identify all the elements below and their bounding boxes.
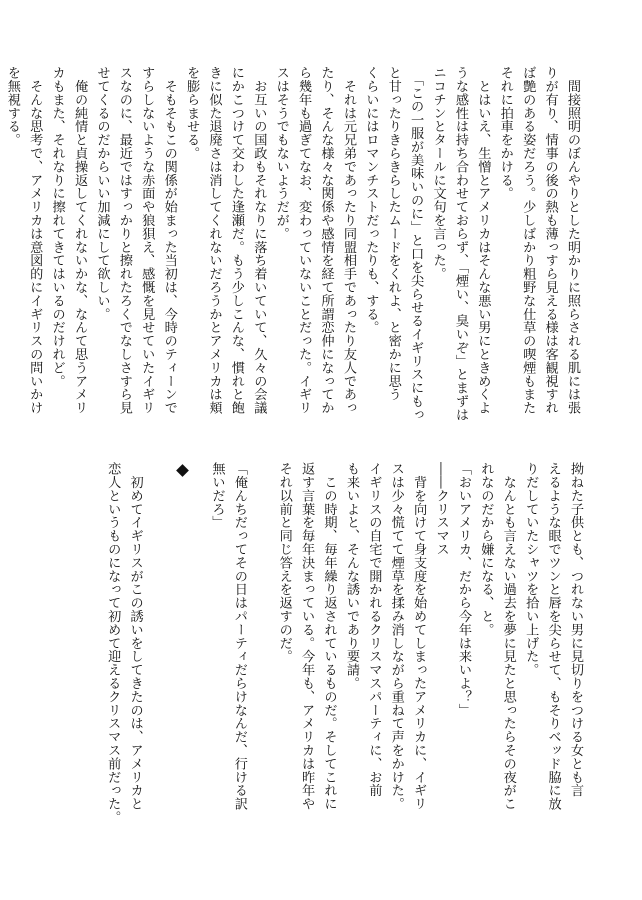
text-line: イギリスの自宅で開かれるクリスマスパーティに、お前: [366, 462, 382, 797]
text-line: 背を向けて身支度を始めてしまったアメリカに、イギリ: [411, 462, 427, 811]
text-line: ニコチンとタールに文句を言った。: [430, 66, 446, 281]
text-line: りだしていたシャツを拾い上げた。: [523, 462, 539, 677]
text-line: ――クリスマス: [433, 462, 449, 556]
text-line: スなのに、最近ではすっかりと擦れたろくでなしさすら見: [116, 66, 132, 415]
text-line: この時期、毎年繰り返されているものだ。そしてこれに: [321, 462, 337, 811]
text-line: 「俺んちだってその日はパーティだらけなんだ、行ける訳: [231, 462, 247, 811]
text-line: くらいにはロマンチストだったりも、する。: [363, 66, 379, 334]
text-line: とはいえ、生憎とアメリカはそんな悪い男にときめくよ: [475, 66, 491, 415]
text-line: [250, 462, 272, 845]
text-line: えるような眼でツンと唇を尖らせて、もそりベッド脇に放: [545, 462, 561, 811]
text-line: 初めてイギリスがこの誘いをしてきたのは、アメリカと: [127, 462, 143, 811]
text-line: 拗ねた子供とも、つれない男に見切りをつける女とも言: [568, 462, 583, 797]
lower-left-text-block: [58, 462, 168, 845]
lower-right-text-block: [209, 462, 586, 845]
text-line: なんとも言えない過去を夢に見たと思ったらその夜がこ: [500, 462, 516, 811]
text-line: を膨らませる。: [184, 66, 200, 160]
text-line: も来いよと、そんな誘いであり要請。: [343, 462, 359, 690]
text-line: [146, 462, 168, 845]
text-line: せてくるのだからいい加減にして欲しい。: [94, 66, 110, 321]
text-line: そんな思考で、アメリカは意図的にイギリスの問いかけ: [27, 66, 43, 415]
text-line: それ以前と同じ答えを返すのだ。: [276, 462, 292, 663]
text-line: たり、そんな様々な関係や感情を経て所謂恋仲になってか: [318, 66, 334, 415]
text-line: そもそもこの関係が始まった当初は、今時のティーンで: [161, 66, 177, 415]
text-line: 「おいアメリカ、だから今年は来いよ？」: [455, 462, 471, 717]
text-line: お互いの国政もそれなりに落ち着いていて、久々の会議: [251, 66, 267, 415]
text-line: それは元兄弟であったり同盟相手であったり友人であっ: [340, 66, 356, 415]
text-line: 「この一服が美味いのに」と口を尖らせるイギリスにもっ: [408, 66, 424, 422]
text-line: 返す言葉を毎年決まっている。今年も、アメリカは昨年や: [299, 462, 315, 811]
diamond-icon: [176, 464, 189, 477]
text-line: りが有り、情事の後の熱も薄っすら見える様は客観視すれ: [542, 66, 558, 415]
text-line: と甘ったりきらきらしたムードをくれよ、と密かに思う: [385, 66, 401, 401]
text-line: 恋人というものになって初めて迎えるクリスマス前だった。: [105, 462, 121, 824]
text-line: それに拍車をかける。: [497, 66, 513, 200]
text-line: うな感性は持ち合わせておらず、「煙い、臭いぞ」とまずは: [452, 66, 468, 422]
text-line: 俺の純情と貞操返してくれないかな、なんて思うアメリ: [72, 66, 88, 415]
text-line: れなのだから嫌になる、と。: [478, 462, 494, 637]
text-line: カもまた、それなりに擦れてきてはいるのだけれど。: [49, 66, 65, 388]
text-line: ば艶のある姿だろう。少しばかり粗野な仕草の喫煙もまた: [520, 66, 536, 415]
text-line: スはそうでもないようだが。: [273, 66, 289, 241]
text-line: ら幾年も過ぎてなお、変わっていないことだった。イギリ: [296, 66, 312, 415]
scene-break-marker: [173, 462, 195, 492]
upper-text-block: [4, 66, 583, 438]
text-line: きに似た退廃さは消してくれないだろうかとアメリカは頬: [206, 66, 222, 415]
text-line: 間接照明のぼんやりとした明かりに照らされる肌には張: [565, 66, 580, 415]
text-line: スは少々慌てて煙草を揉み消しながら重ねて声をかけた。: [388, 462, 404, 811]
text-line: にかこつけて交わした逢瀬だ。もう少しこんな、慣れと飽: [228, 66, 244, 415]
text-line: 無いだろ」: [209, 462, 225, 529]
text-line: を無視する。: [4, 66, 20, 147]
text-line: すらしないような赤面や狼狽え、感慨を見せていたイギリ: [139, 66, 155, 415]
